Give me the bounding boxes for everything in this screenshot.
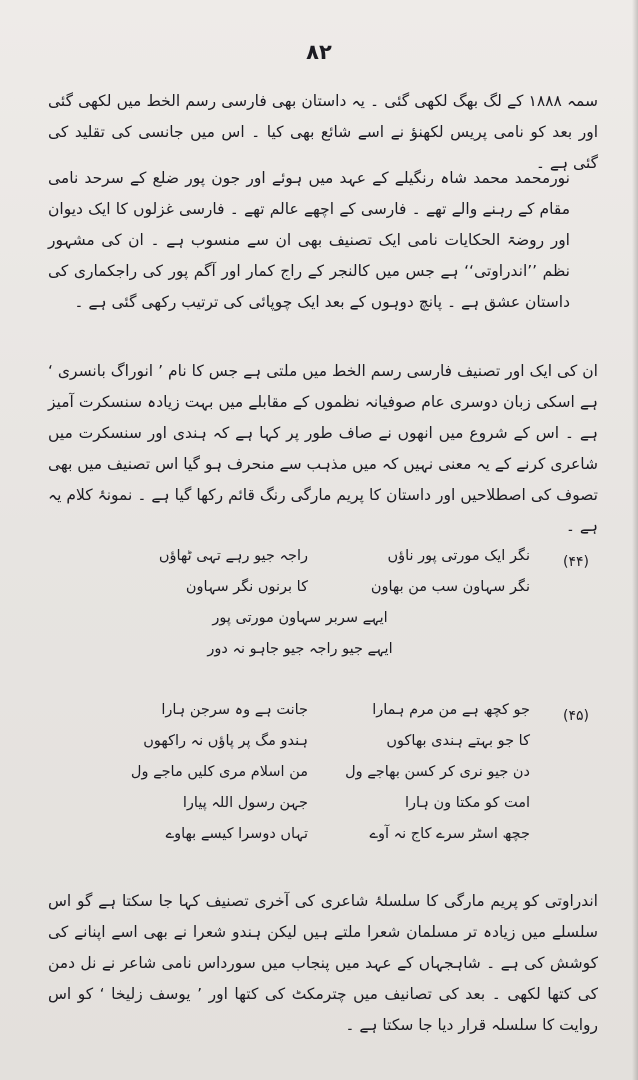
verse-line-left: نگر ایک مورتی پور ناؤں bbox=[387, 548, 530, 564]
verse-row bbox=[40, 826, 600, 857]
paragraph-3: ان کی ایک اور تصنیف فارسی رسم الخط میں ملتی ہے جس کا نام ’ انوراگ بانسری ‘ ہے اسکی زبان دوسری عام صوفیانہ نظموں کے مقابلے میں بہت زیادہ سنسکرت آمیز ہے ۔ اس کے شروع میں انھوں نے صاف طور پر کہا ہے کہ ہندی اور سنسکرت میں شاعری کرنے کے یہ معنی نہیں کہ میں مذہب سے منحرف ہو گیا اس تصنیف میں بھی تصوف کی اصطلاحیں اور داستان کا پریم مارگی رنگ قائم رکھا گیا ہے ۔ نمونۂ کلام یہ ہے ۔ bbox=[48, 362, 598, 535]
verse-row bbox=[40, 702, 600, 733]
verse-line-right: جہن رسول اللہ پیارا bbox=[182, 795, 308, 811]
paragraph-2: نورمحمد محمد شاہ رنگیلے کے عہد میں ہوئے اور جون پور ضلع کے سرحد نامی مقام کے رہنے والے تھے ۔ فارسی کے اچھے عالم تھے ۔ فارسی غزلوں کا ایک دیوان اور روضۃ الحکایات نامی ایک تصنیف بھی ان سے منسوب ہے ۔ ان کی مشہور نظم ’’اندراوتی‘‘ ہے جس میں کالنجر کے راج کمار اور آگم پور کی راجکماری کی داستان عشق ہے ۔ پانچ دوہوں کے بعد ایک چوپائی کی ترتیب رکھی گئی ہے ۔ bbox=[48, 169, 570, 311]
couplet-number: (۴۵) bbox=[563, 708, 589, 724]
verse-line-right: کا برنوں نگر سہاون bbox=[185, 579, 308, 595]
verse-line-center: ایہے سربر سہاون مورتی پور bbox=[212, 610, 388, 626]
verse-line-left: کا جو بہتے ہندی بھاکوں bbox=[386, 733, 530, 749]
verse-row bbox=[40, 579, 600, 610]
verse-line-left: دن جیو نری کر کسن بھاجے ول bbox=[345, 764, 530, 780]
verse-row bbox=[40, 641, 600, 672]
verse-line-center: ایہے جیو راجہ جیو جاہو نہ دور bbox=[207, 641, 393, 657]
verse-line-left: جچھ اسٹر سرے کاج نہ آوے bbox=[369, 826, 530, 842]
verse-line-right: تہاں دوسرا کیسے بھاوے bbox=[165, 826, 308, 842]
verse-line-left: جو کچھ ہے من مرم ہمارا bbox=[372, 702, 530, 718]
verse-line-right: راجہ جیو رہے تہی ٹھاؤں bbox=[158, 548, 308, 564]
paragraph-1: سمہ ۱۸۸۸ کے لگ بھگ لکھی گئی ۔ یہ داستان بھی فارسی رسم الخط میں لکھی گئی اور بعد کو نامی پریس لکھنؤ نے اسے شائع بھی کیا ۔ اس میں جانسی کی تقلید کی گئی ہے ۔ bbox=[48, 92, 598, 172]
verse-line-left: نگر سہاون سب من بھاون bbox=[370, 579, 530, 595]
verse-row bbox=[40, 795, 600, 826]
verse-line-left: امت کو مکتا ون ہارا bbox=[404, 795, 530, 811]
verse-row bbox=[40, 764, 600, 795]
verse-block-44 bbox=[40, 548, 600, 672]
verse-row bbox=[40, 733, 600, 764]
paragraph-4: اندراوتی کو پریم مارگی کا سلسلۂ شاعری کی آخری تصنیف کہا جا سکتا ہے گو اس سلسلے میں زیادہ تر مسلمان شعرا ملتے ہیں لیکن ہندو شعرا نے بھی اسے اپنانے کی کوشش کی ہے ۔ شاہجہاں کے عہد میں پنجاب میں سورداس نامی شاعر نے نل دمن کی کتھا لکھی ۔ بعد کی تصانیف میں چترمکٹ کی کتھا اور ’ یوسف زلیخا ‘ کو اس روایت کا سلسلہ قرار دیا جا سکتا ہے ۔ bbox=[48, 892, 598, 1034]
couplet-number: (۴۴) bbox=[563, 554, 589, 570]
page-edge-shadow bbox=[632, 0, 638, 1080]
verse-row bbox=[40, 548, 600, 579]
page-number: ۸۲ bbox=[306, 40, 332, 64]
verse-row bbox=[40, 610, 600, 641]
verse-line-right: جانت ہے وہ سرجن ہارا bbox=[161, 702, 308, 718]
verse-line-right: من اسلام مری کلیں ماجے ول bbox=[130, 764, 308, 780]
verse-block-45 bbox=[40, 702, 600, 857]
verse-line-right: ہندو مگ پر پاؤں نہ راکھوں bbox=[143, 733, 308, 749]
